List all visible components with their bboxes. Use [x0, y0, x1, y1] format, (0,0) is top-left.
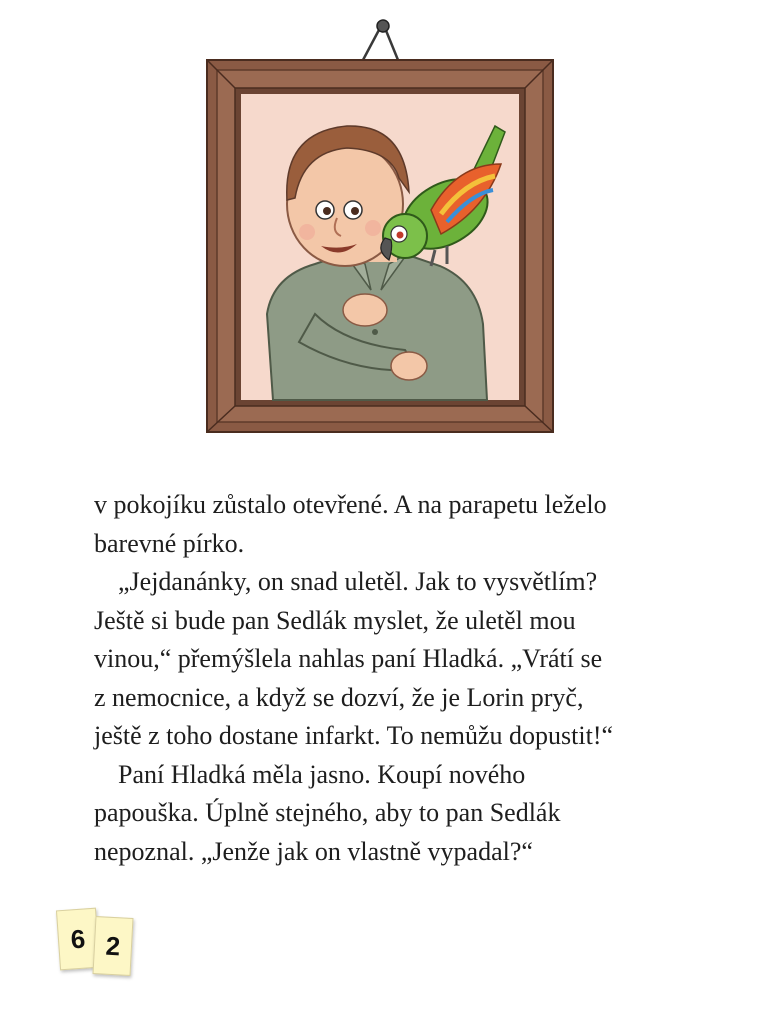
text-line: papouška. Úplně stejného, aby to pan Sedlák	[94, 798, 561, 827]
story-text	[94, 486, 724, 871]
text-line: z nemocnice, a když se dozví, že je Lorin pryč,	[94, 682, 584, 712]
page-number-digit-1: 6	[56, 908, 100, 971]
text-line: Paní Hladká měla jasno. Koupí nového	[118, 759, 526, 789]
text-line: ještě z toho dostane infarkt. To nemůžu dopustit!“	[94, 721, 614, 750]
framed-portrait-illustration	[195, 14, 565, 440]
text-line: v pokojíku zůstalo otevřené. A na parapetu leželo	[94, 490, 607, 519]
nail-icon	[363, 20, 398, 60]
text-line: nepoznal. „Jenže jak on vlastně vypadal?“	[94, 836, 533, 866]
page-number	[54, 905, 144, 985]
page-number-digit-2: 2	[93, 916, 134, 976]
text-line: „Jejdanánky, on snad uletěl. Jak to vysvětlím?	[118, 567, 598, 596]
text-line: barevné pírko.	[94, 528, 245, 558]
text-line: vinou,“ přemýšlela nahlas paní Hladká. „Vrátí se	[94, 644, 603, 673]
text-line: Ještě si bude pan Sedlák myslet, že uletěl mou	[94, 605, 576, 635]
